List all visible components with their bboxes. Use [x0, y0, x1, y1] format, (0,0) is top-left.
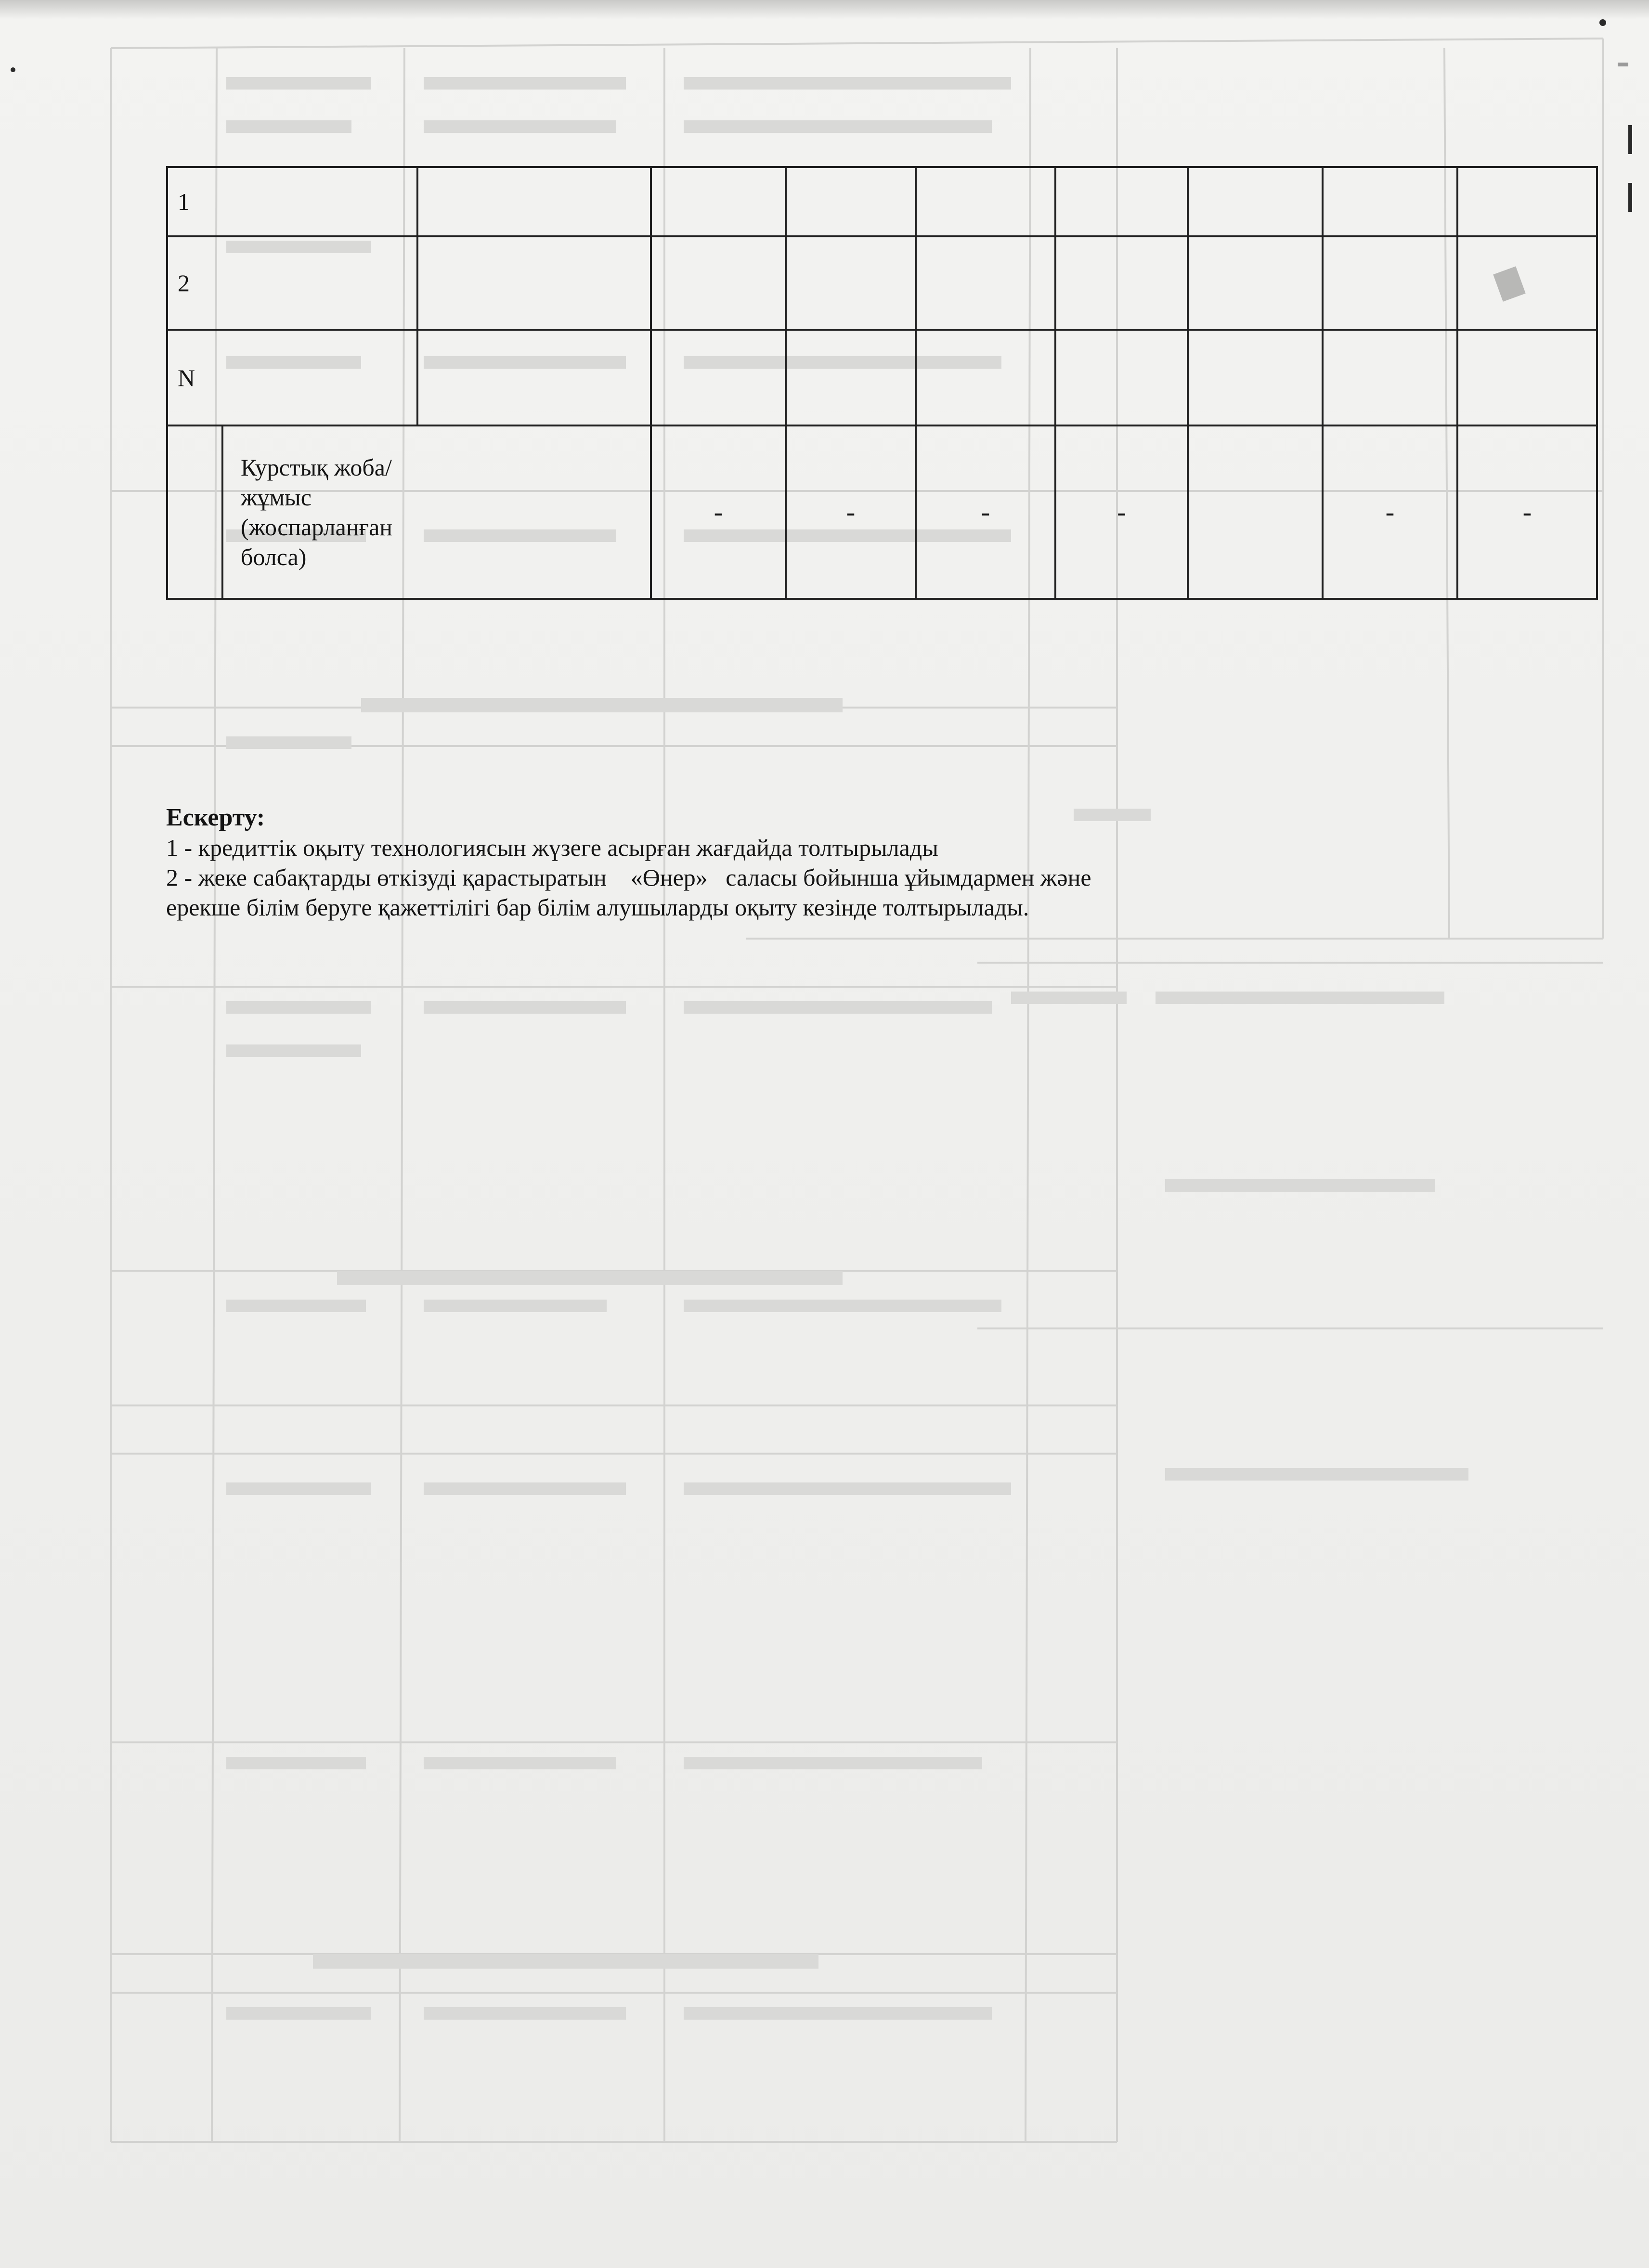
course-project-label-line: болса) — [241, 543, 307, 570]
course-project-label-line: Курстық жоба/ — [241, 454, 392, 481]
row-number: N — [167, 330, 417, 425]
table-cell — [417, 167, 651, 236]
table-cell — [1188, 236, 1323, 330]
table-cell — [1323, 167, 1457, 236]
course-project-label-line: жұмыс — [241, 484, 312, 511]
table-cell — [916, 236, 1055, 330]
summary-table — [166, 166, 1598, 600]
table-cell — [417, 330, 651, 425]
dash-cell: - — [1055, 425, 1188, 599]
table-cell — [916, 167, 1055, 236]
course-project-label — [222, 425, 651, 599]
note-block — [166, 803, 1543, 922]
course-project-label-line: (жоспарланған — [241, 514, 393, 541]
table-cell — [916, 330, 1055, 425]
table-cell — [1188, 330, 1323, 425]
table-cell — [1055, 167, 1188, 236]
table-cell — [1323, 330, 1457, 425]
table-cell — [167, 425, 222, 599]
dash-cell: - — [786, 425, 916, 599]
table-cell — [417, 236, 651, 330]
scan-mark — [11, 67, 15, 72]
row-number: 2 — [167, 236, 417, 330]
table-row — [167, 330, 1597, 425]
table-cell — [1457, 236, 1597, 330]
dash-cell: - — [916, 425, 1055, 599]
table-cell — [1188, 167, 1323, 236]
scan-mark — [1618, 63, 1628, 66]
note-line: 1 - кредиттік оқыту технологиясын жүзеге асырған жағдайда толтырылады — [166, 834, 938, 861]
row-number: 1 — [167, 167, 417, 236]
table-cell — [651, 236, 786, 330]
table-cell — [786, 330, 916, 425]
table-cell — [651, 330, 786, 425]
note-line: 2 - жеке сабақтарды өткізуді қарастыратын «Өнер» саласы бойынша ұйымдармен және — [166, 864, 1091, 891]
scan-mark — [1628, 183, 1632, 212]
note-title: Ескерту: — [166, 804, 265, 831]
table-cell — [1055, 330, 1188, 425]
table-cell — [1323, 236, 1457, 330]
table-cell — [651, 167, 786, 236]
dash-cell: - — [651, 425, 786, 599]
note-line: ерекше білім беруге қажеттілігі бар білім алушыларды оқыту кезінде толтырылады. — [166, 894, 1029, 921]
dash-cell: - — [1323, 425, 1457, 599]
table-cell — [786, 236, 916, 330]
table-cell — [1055, 236, 1188, 330]
table-cell — [786, 167, 916, 236]
dash-cell: - — [1457, 425, 1597, 599]
table-cell — [1457, 330, 1597, 425]
table-cell — [1457, 167, 1597, 236]
scan-mark — [1628, 125, 1632, 154]
table-row — [167, 167, 1597, 236]
course-project-row — [167, 425, 1597, 599]
table-cell — [1188, 425, 1323, 599]
table-row — [167, 236, 1597, 330]
scan-mark — [1599, 19, 1606, 26]
